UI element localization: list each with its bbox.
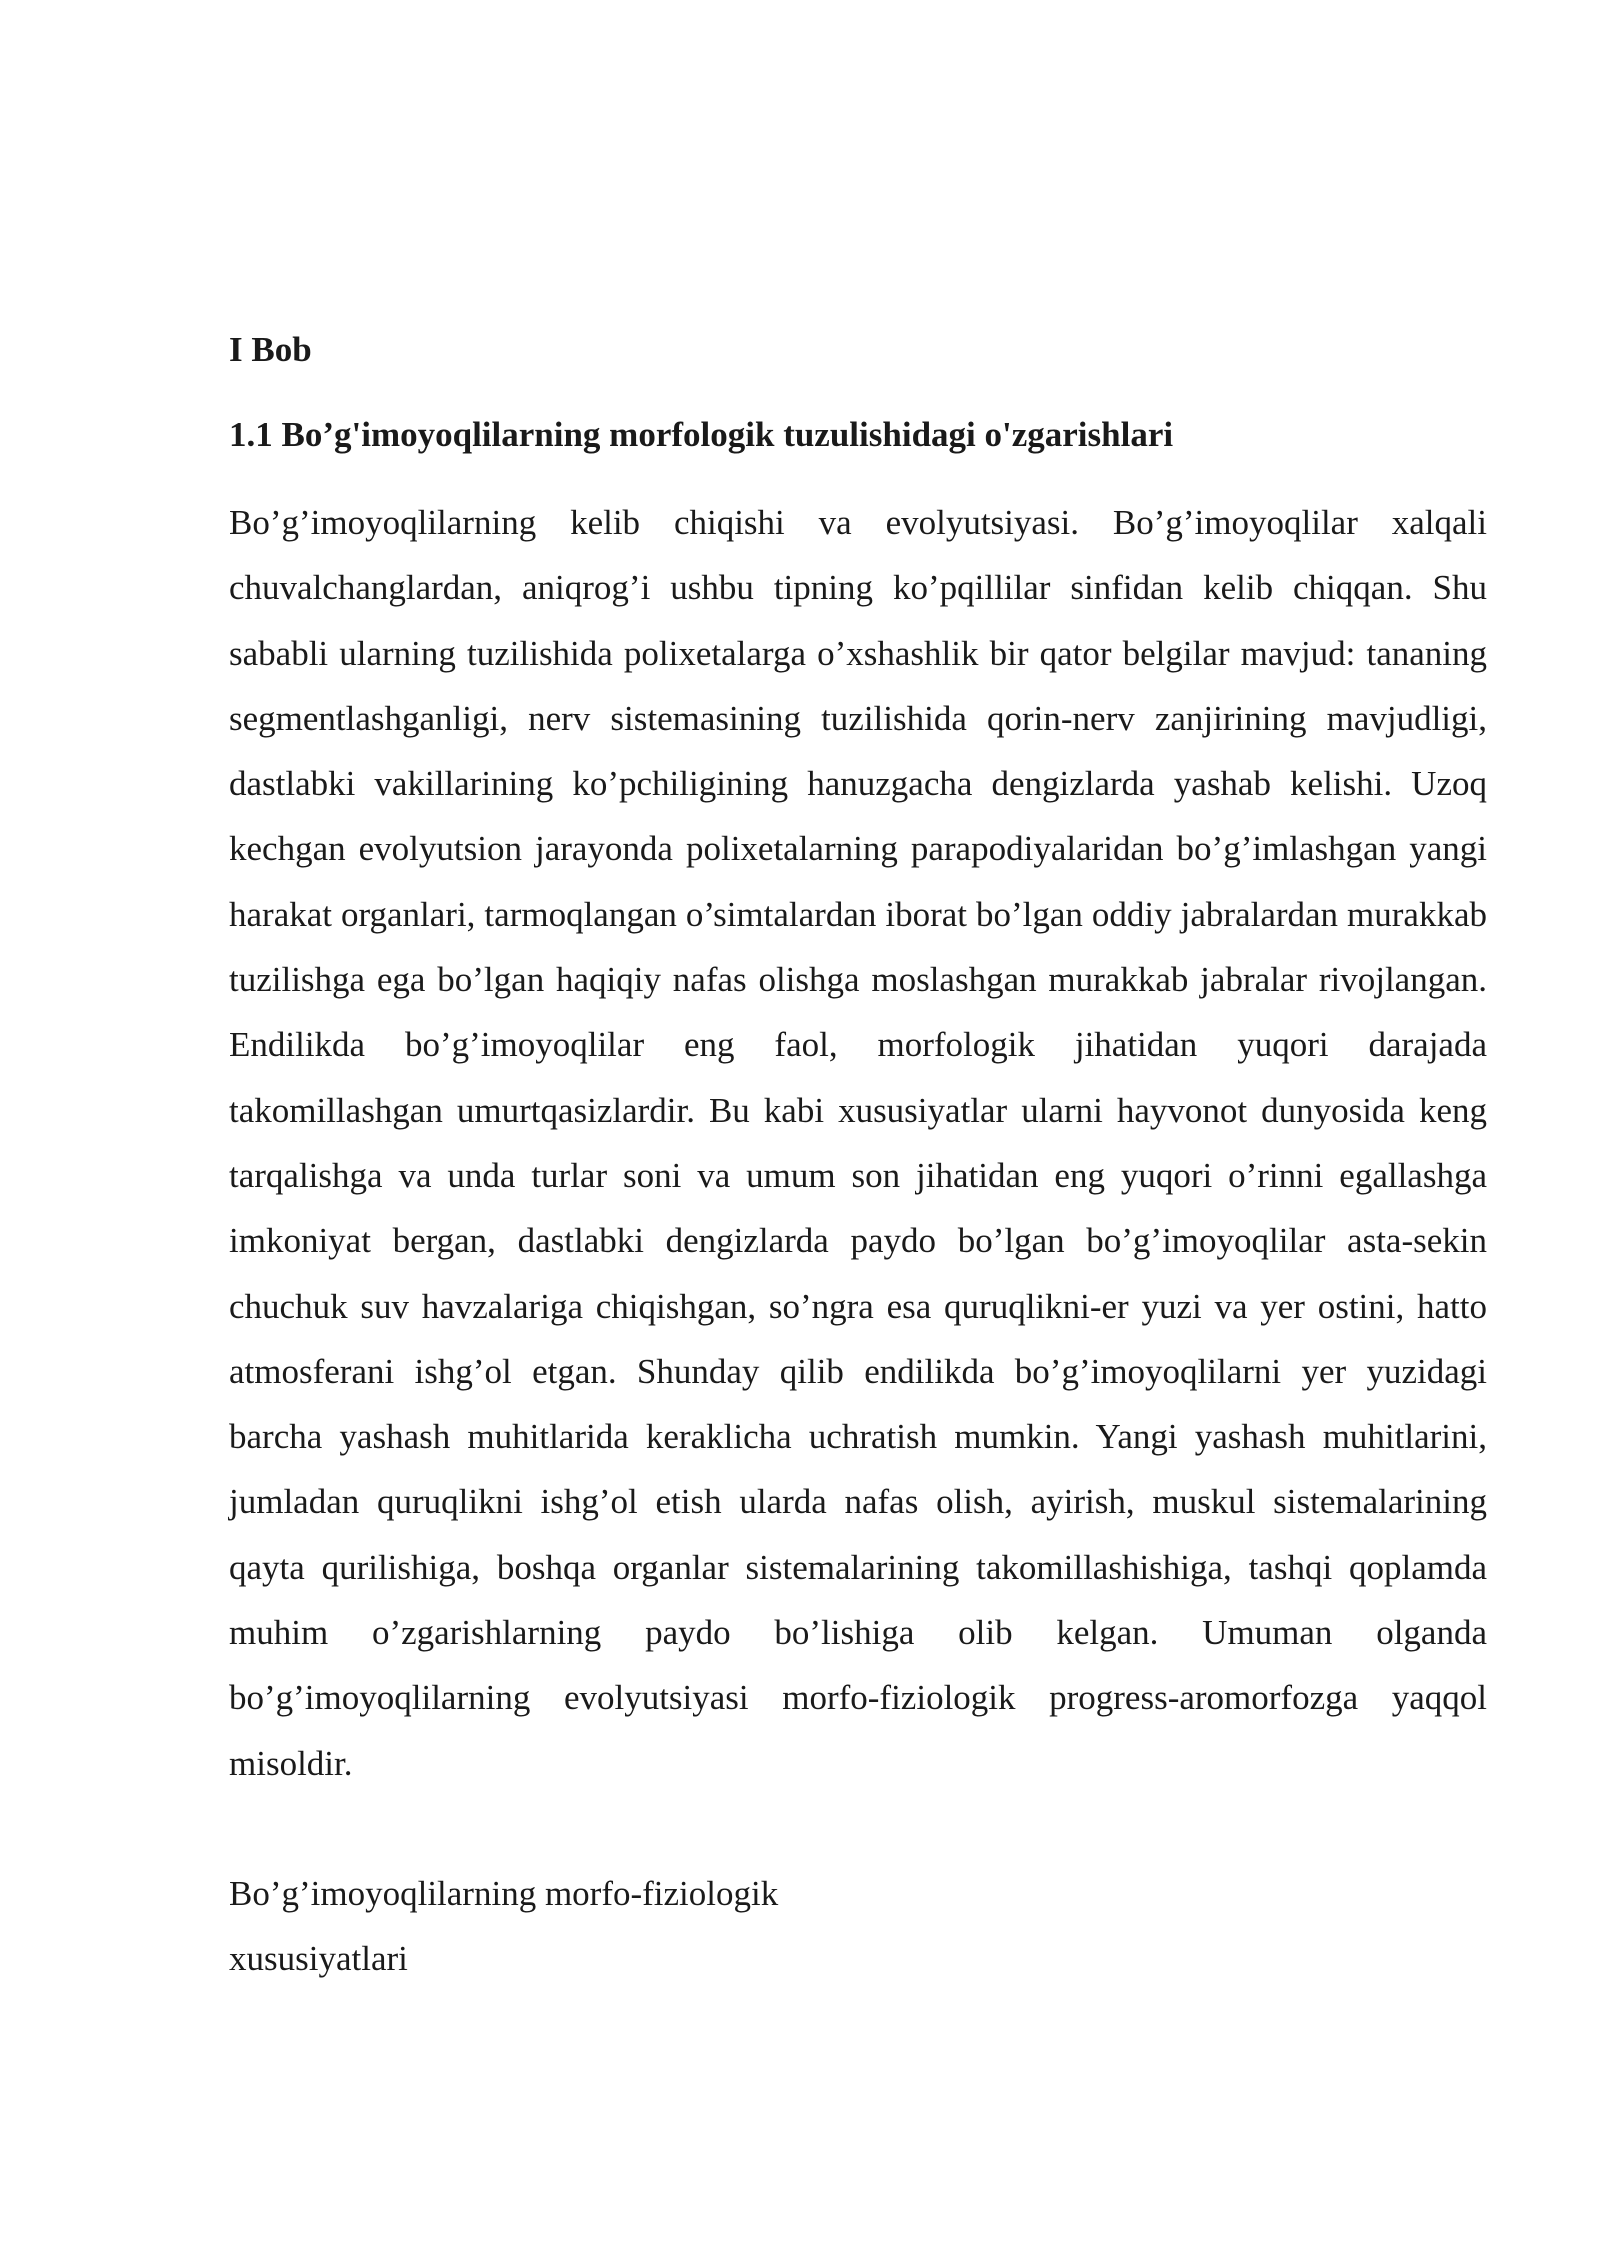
paragraph-spacer [229, 1796, 1487, 1861]
chapter-heading: I Bob [229, 330, 312, 369]
section-title: 1.1 Bo’g'imoyoqlilarning morfologik tuzulishidagi o'zgarishlari [229, 415, 1174, 454]
page-content [229, 320, 1487, 1992]
subheading-line-1: Bo’g’imoyoqlilarning morfo-fiziologik [229, 1873, 779, 1913]
subheading-line-2: xususiyatlari [229, 1939, 408, 1979]
body-paragraph: Bo’g’imoyoqlilarning kelib chiqishi va evolyutsiyasi. Bo’g’imoyoqlilar xalqali chuvalchanglardan, aniqrog’i ushbu tipning ko’pqillilar sinfidan kelib chiqqan. Shu sababli ularning tuzilishida polixetalarga o’xshashlik bir qator belgilar mavjud: tananing segmentlashganligi, nerv sistemasining tuzilishida qorin-nerv zanjirining mavjudligi, dastlabki vakillarining ko’pchiligining hanuzgacha dengizlarda yashab kelishi. Uzoq kechgan evolyutsion jarayonda polixetalarning parapodiyalaridan bo’g’imlashgan yangi harakat organlari, tarmoqlangan o’simtalardan iborat bo’lgan oddiy jabralardan murakkab tuzilishga ega bo’lgan haqiqiy nafas olishga moslashgan murakkab jabralar rivojlangan. Endilikda bo’g’imoyoqlilar eng faol, morfologik jihatidan yuqori darajada takomillashgan umurtqasizlardir. Bu kabi xususiyatlar ularni hayvonot dunyosida keng tarqalishga va unda turlar soni va umum son jihatidan eng yuqori o’rinni egallashga imkoniyat bergan, dastlabki dengizlarda paydo bo’lgan bo’g’imoyoqlilar asta-sekin chuchuk suv havzalariga chiqishgan, so’ngra esa quruqlikni-er yuzi va yer ostini, hatto atmosferani ishg’ol etgan. Shunday qilib endilikda bo’g’imoyoqlilarni yer yuzidagi barcha yashash muhitlarida keraklicha uchratish mumkin. Yangi yashash muhitlarini, jumladan quruqlikni ishg’ol etish ularda nafas olish, ayirish, muskul sistemalarining qayta qurilishiga, boshqa organlar sistemalarining takomillashishiga, tashqi qoplamda muhim o’zgarishlarning paydo bo’lishiga olib kelgan. Umuman olganda bo’g’imoyoqlilarning evolyutsiyasi morfo-fiziologik progress-aromorfozga yaqqol misoldir. [229, 503, 1487, 1783]
